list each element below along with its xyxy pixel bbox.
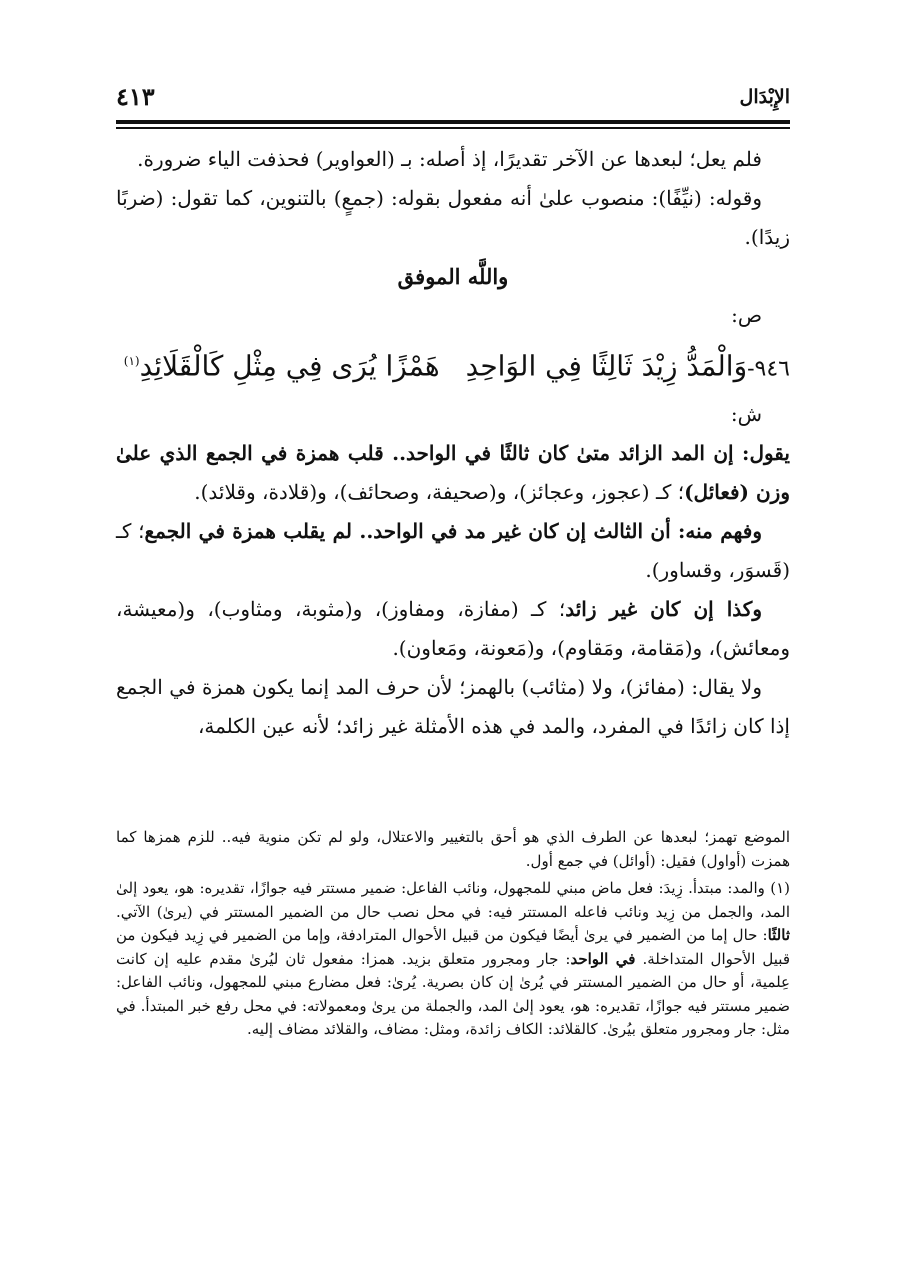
header-rule-thick bbox=[116, 120, 790, 124]
paragraph-4-bold: وفهم منه: أن الثالث إن كان غير مد في الواحد.. لم يقلب همزة في الجمع bbox=[144, 519, 762, 544]
footnote-1-bold-b: ثالثًا bbox=[767, 926, 790, 944]
footnote-1-part-b: : حال إما من الضمير في يرىٰ أيضًا فيكون من قبيل الأحوال المترادفة، وإما من الضمير في زِيد فيكون من قبيل الأحوال المتداخلة. bbox=[116, 926, 790, 968]
closing-phrase: واللَّه الموفق bbox=[397, 264, 509, 289]
paragraph-4-rest: ؛ كـ (قَسوَر، وقساور). bbox=[116, 519, 790, 583]
footnote-1-part-c: : جار ومجرور متعلق بزيد. همزا: مفعول ثان ليُرىٰ مقدم عليه إن كانت عِلمية، أو حال من الضمير المستتر في يُرىٰ إن كان بصرية. يُرىٰ: فعل مضارع مبني للمجهول، ونائب الفاعل: ضمير مستتر فيه جوازًا، تقديره: هو، يعود إلىٰ المد، والجملة من يرىٰ ومعمولاته: في محل رفع خبر المبتدأ. في مثل: جار ومجرور متعلق بيُرىٰ. كالقلائد: الكاف زائدة، ومثل: مضاف، والقلائد مضاف إليه. bbox=[116, 949, 790, 1038]
text-label: ص: bbox=[731, 303, 762, 327]
header-rule-thin bbox=[116, 127, 790, 129]
paragraph-4 bbox=[116, 512, 790, 590]
footnote-continuation: الموضع تهمز؛ لبعدها عن الطرف الذي هو أحق بالتغيير والاعتلال، ولو لم تكن منوية فيه.. للزم همزها كما همزت (أواول) فقيل: (أوائل) في جمع أول. bbox=[116, 828, 790, 870]
footnote-ref: (١) bbox=[123, 354, 140, 368]
paragraph-3-rest: ؛ كـ (عجوز، وعجائز)، و(صحيفة، وصحائف)، و(قلادة، وقلائد). bbox=[194, 480, 685, 505]
running-title: الإِبْدَال bbox=[739, 86, 790, 108]
poem-verse bbox=[116, 335, 790, 395]
paragraph-5-rest: ؛ كـ (مفازة، ومفاوز)، و(مثوبة، ومثاوب)، و(معيشة، ومعائش)، و(مَقامة، ومَقاوم)، و(مَعونة، ومَعاون). bbox=[116, 597, 790, 661]
paragraph-5-bold: وكذا إن كان غير زائد bbox=[565, 597, 762, 622]
paragraph-5 bbox=[116, 590, 790, 668]
verse-number: ٩٤٦- bbox=[747, 356, 790, 382]
footnote-1-part-a: والمد: مبتدأ. زِيدَ: فعل ماض مبني للمجهول، ونائب الفاعل: ضمير مستتر فيه جوازًا، تقديره: هو، يعود إلىٰ المد، والجمل من زِيد ونائب فاعله المستتر فيه: في محل نصب حال من الضمير المستتر في (يرىٰ) الآتي. bbox=[116, 879, 790, 921]
commentary-label: ش: bbox=[730, 402, 762, 427]
footnote-1-bold-c: في الواحد bbox=[570, 949, 636, 968]
paragraph-1: فلم يعل؛ لبعدها عن الآخر تقديرًا، إذ أصله: بـ (العواوير) فحذفت الياء ضرورة. bbox=[137, 147, 762, 171]
page-header bbox=[116, 82, 790, 118]
paragraph-6: ولا يقال: (مفائز)، ولا (مثائب) بالهمز؛ لأن حرف المد إنما يكون همزة في الجمع إذا كان زائدًا في المفرد، والمد في هذه الأمثلة غير زائد؛ لأنه عين الكلمة، bbox=[116, 675, 790, 739]
paragraph-3 bbox=[116, 434, 790, 512]
page-number: ٤١٣ bbox=[116, 82, 155, 111]
footnotes bbox=[116, 826, 790, 1042]
paragraph-2: وقوله: (نيِّفًا): منصوب علىٰ أنه مفعول بقوله: (جمعٍ) بالتنوين، كما تقول: (ضربًا زيدًا). bbox=[116, 186, 790, 249]
verse-hemistich-1: وَالْمَدُّ زِيْدَ ثَالِثًا فِي الوَاحِدِ bbox=[465, 349, 748, 383]
verse-hemistich-2: هَمْزًا يُرَى فِي مِثْلِ كَالْقَلَائِدِ bbox=[139, 349, 440, 383]
footnote-1 bbox=[116, 877, 790, 1042]
main-text bbox=[116, 140, 790, 746]
footnote-1-marker: (١) bbox=[770, 879, 790, 897]
paragraph-3-bold: يقول: إن المد الزائد متىٰ كان ثالثًا في الواحد.. قلب همزة في الجمع الذي علىٰ وزن (فعائل) bbox=[116, 441, 790, 505]
